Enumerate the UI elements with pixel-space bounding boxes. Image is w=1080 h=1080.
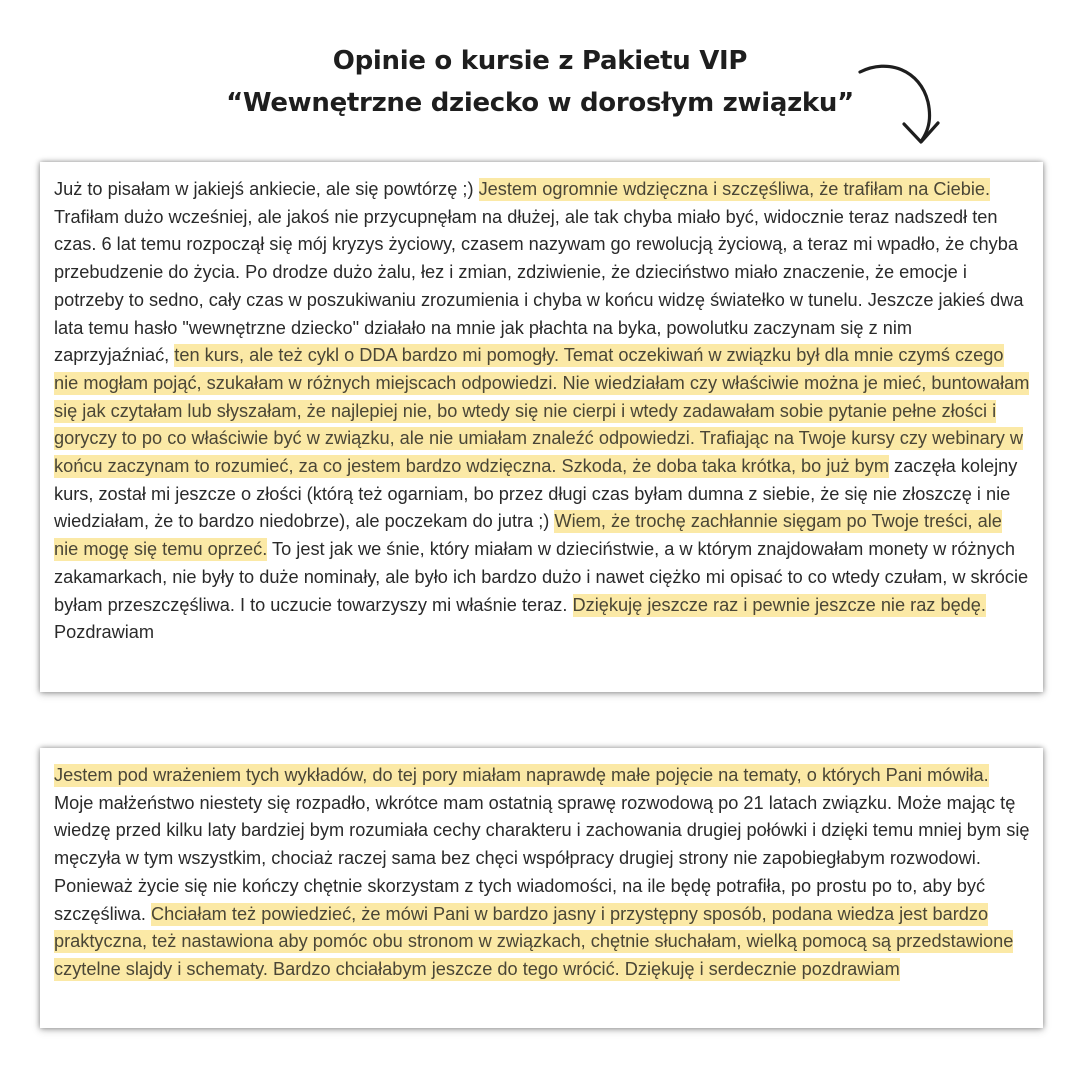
highlighted-text: Jestem pod wrażeniem tych wykładów, do tej pory miałam naprawdę małe pojęcie na tematy, o których Pani mówiła.: [54, 765, 989, 785]
review-text-segment: Już to pisałam w jakiejś ankiecie, ale się powtórzę ;): [54, 179, 479, 199]
review-1-text: [54, 176, 1031, 647]
review-card-1: [40, 162, 1043, 692]
review-2-text: [54, 762, 1031, 984]
highlighted-text: Chciałam też powiedzieć, że mówi Pani w bardzo jasny i przystępny sposób, podana wiedza jest bardzo praktyczna, też nastawiona aby pomóc obu stronom w związkach, chętnie słuchałam, wielką pomocą są przedstawione czytelne slajdy i schematy. Bardzo chciałabym jeszcze do tego wrócić. Dziękuję i serdecznie pozdrawiam: [54, 903, 1014, 979]
review-card-2: [40, 748, 1043, 1028]
header-title-line1: Opinie o kursie z Pakietu VIP: [332, 46, 748, 76]
highlighted-text: Jestem ogromnie wdzięczna i szczęśliwa, że trafiłam na Ciebie.: [478, 179, 991, 199]
review-text-segment: Trafiłam dużo wcześniej, ale jakoś nie przycupnęłam na dłużej, ale tak chyba miało być, widocznie teraz nadszedł ten czas. 6 lat temu rozpoczął się mój kryzys życiowy, czasem nazywam go rewolucją życiową, a teraz mi wpadło, że chyba przebudzenie do życia. Po drodze dużo żalu, łez i zmian, zdziwienie, że dzieciństwo miało znaczenie, że emocje i potrzeby to sedno, cały czas w poszukiwaniu zrozumienia i chyba w końcu widzę światełko w tunelu. Jeszcze jakieś dwa lata temu hasło "wewnętrzne dziecko" działało na mnie jak płachta na byka, powolutku zaczynam się z nim zaprzyjaźniać,: [54, 206, 1024, 366]
review-text-segment: Pozdrawiam: [54, 622, 155, 643]
curved-arrow-down-icon: [852, 58, 952, 153]
highlighted-text: Wiem, że trochę zachłannie sięgam po Twoje treści, ale nie mogę się temu oprzeć.: [54, 511, 1002, 560]
highlighted-text: ten kurs, ale też cykl o DDA bardzo mi pomogły. Temat oczekiwań w związku był dla mnie czymś czego nie mogłam pojąć, szukałam w różnych miejscach odpowiedzi. Nie wiedziałam czy właściwie można je mieć, buntowałam się jak czytałam lub słyszałam, że najlepiej nie, bo wtedy się nie cierpi i wtedy zadawałam sobie pytanie pełne złości i goryczy to po co właściwie być w związku, ale nie umiałam znaleźć odpowiedzi. Trafiając na Twoje kursy czy webinary w końcu zaczynam to rozumieć, za co jestem bardzo wdzięczna. Szkoda, że doba taka krótka, bo już bym: [54, 345, 1030, 477]
highlighted-text: Dziękuję jeszcze raz i pewnie jeszcze nie raz będę.: [572, 594, 986, 615]
review-text-segment: Moje małżeństwo niestety się rozpadło, wkrótce mam ostatnią sprawę rozwodową po 21 latach związku. Może mając tę wiedzę przed kilku laty bardziej bym rozumiała cechy charakteru i zachowania drugiej połówki i dzięki temu mniej bym się męczyła w tym wszystkim, chociaż raczej sama bez chęci współpracy drugiej strony nie zapobiegłabym rozwodowi. Ponieważ życie się nie kończy chętnie skorzystam z tych wiadomości, na ile będę potrafiła, po prostu po to, aby być szczęśliwa.: [54, 792, 1030, 924]
review-text-segment: To jest jak we śnie, który miałam w dzieciństwie, a w którym znajdowałam monety w różnych zakamarkach, nie były to duże nominały, ale było ich bardzo dużo i nawet ciężko mi opisać to co wtedy czułam, w skrócie byłam przeszczęśliwa. I to uczucie towarzyszy mi właśnie teraz.: [54, 539, 1029, 615]
header-title-line2: “Wewnętrzne dziecko w dorosłym związku”: [226, 88, 854, 118]
review-text-segment: zaczęła kolejny kurs, został mi jeszcze o złości (którą też ogarniam, bo przez długi czas byłam dumna z siebie, że się nie złoszczę i nie wiedziałam, że to bardzo niedobrze), ale poczekam do jutra ;): [54, 456, 1018, 532]
